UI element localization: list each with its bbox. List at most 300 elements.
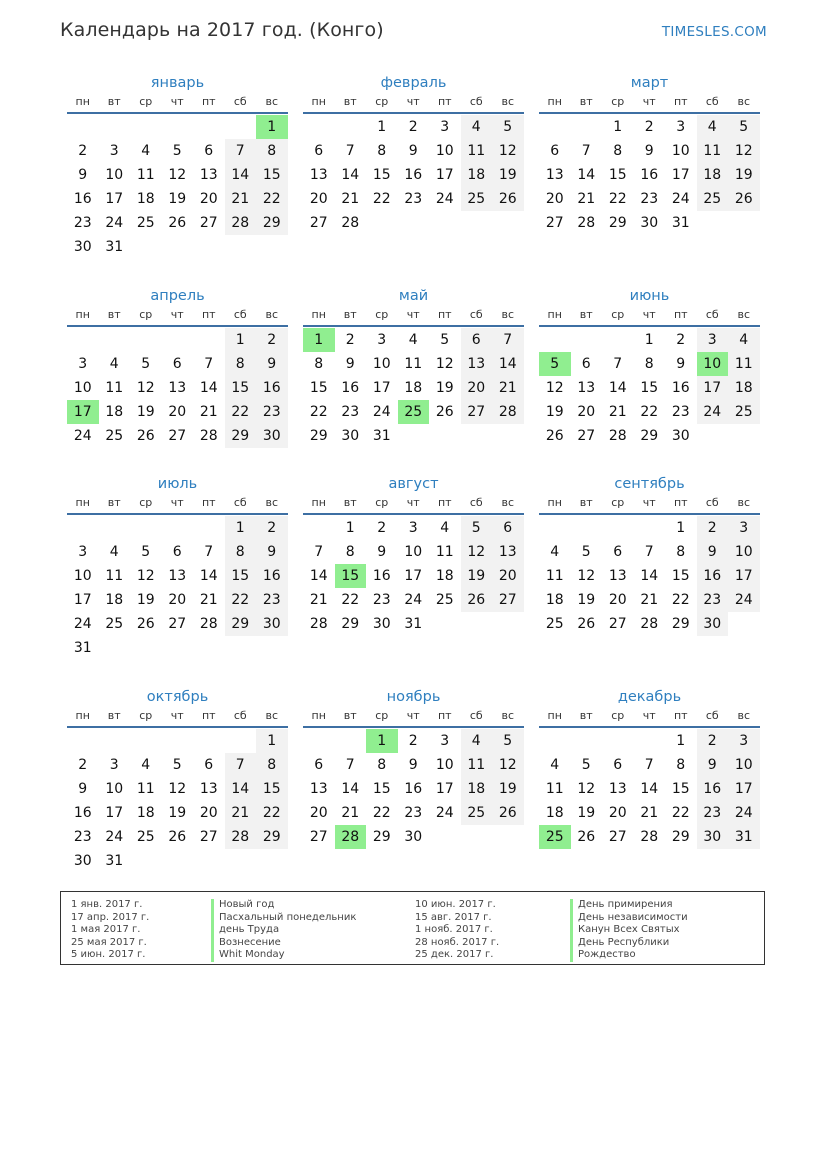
day-cell: 1 <box>613 119 623 135</box>
day-grid <box>539 729 760 849</box>
day-cell: 3 <box>728 729 760 753</box>
day-cell: 12 <box>168 167 187 183</box>
day-cell: 13 <box>608 568 627 584</box>
day-grid <box>303 328 524 448</box>
weekday-label: пт <box>437 709 452 722</box>
day-cell: 5 <box>581 544 591 560</box>
holiday-day-cell: 17 <box>67 400 99 424</box>
weekday-label: пт <box>673 95 688 108</box>
weekday-header <box>303 495 524 513</box>
day-cell: 12 <box>136 568 155 584</box>
day-cell: 1 <box>225 328 257 352</box>
day-cell: 3 <box>440 733 450 749</box>
day-cell: 11 <box>461 753 493 777</box>
empty-cell <box>193 328 225 352</box>
day-cell: 4 <box>408 332 418 348</box>
day-cell: 26 <box>492 187 524 211</box>
day-cell: 15 <box>225 376 257 400</box>
day-cell: 24 <box>105 829 124 845</box>
weekday-label: чт <box>406 709 420 722</box>
weekday-label: чт <box>642 308 656 321</box>
legend-date: 25 мая 2017 г. <box>71 936 147 948</box>
weekday-label: вт <box>343 496 357 509</box>
day-cell: 2 <box>408 733 418 749</box>
holiday-day-cell: 15 <box>335 564 367 588</box>
day-cell: 14 <box>341 167 360 183</box>
month-divider <box>67 112 288 114</box>
empty-cell <box>602 516 634 540</box>
legend-date: 28 нояб. 2017 г. <box>415 936 500 948</box>
day-cell: 13 <box>168 568 187 584</box>
day-cell: 27 <box>199 215 218 231</box>
day-cell: 27 <box>608 829 627 845</box>
day-cell: 12 <box>168 781 187 797</box>
empty-cell <box>193 115 225 139</box>
month-divider <box>67 726 288 728</box>
legend-date: 5 июн. 2017 г. <box>71 949 146 960</box>
weekday-label: чт <box>170 709 184 722</box>
day-cell: 15 <box>671 568 690 584</box>
weekday-label: сб <box>469 496 483 509</box>
month-divider <box>539 726 760 728</box>
day-cell: 4 <box>728 328 760 352</box>
day-cell: 16 <box>341 380 360 396</box>
weekday-label: вс <box>501 496 515 509</box>
weekday-header <box>303 307 524 325</box>
day-cell: 2 <box>78 143 88 159</box>
empty-cell <box>67 328 99 352</box>
day-cell: 30 <box>73 239 92 255</box>
legend-holiday: Канун Всех Святых <box>570 924 688 937</box>
legend-date: 25 дек. 2017 г. <box>415 949 494 960</box>
day-cell: 9 <box>256 352 288 376</box>
day-cell: 23 <box>697 801 729 825</box>
weekday-label: ср <box>375 709 389 722</box>
weekday-label: вт <box>343 95 357 108</box>
day-cell: 1 <box>676 520 686 536</box>
day-cell: 16 <box>671 380 690 396</box>
day-cell: 21 <box>492 376 524 400</box>
day-cell: 31 <box>728 825 760 849</box>
day-cell: 24 <box>435 805 454 821</box>
day-cell: 19 <box>577 592 596 608</box>
day-cell: 19 <box>492 777 524 801</box>
day-cell: 31 <box>404 616 423 632</box>
day-cell: 2 <box>697 729 729 753</box>
legend-right-dates <box>415 899 499 962</box>
day-cell: 12 <box>136 380 155 396</box>
day-cell: 22 <box>341 592 360 608</box>
day-cell: 13 <box>608 781 627 797</box>
weekday-label: ср <box>611 496 625 509</box>
day-cell: 6 <box>550 143 560 159</box>
day-cell: 8 <box>377 143 387 159</box>
day-cell: 4 <box>109 544 119 560</box>
day-cell: 31 <box>671 215 690 231</box>
day-cell: 9 <box>408 143 418 159</box>
day-cell: 27 <box>309 215 328 231</box>
empty-cell <box>67 516 99 540</box>
day-cell: 29 <box>256 825 288 849</box>
day-cell: 10 <box>435 757 454 773</box>
empty-cell <box>162 516 194 540</box>
day-cell: 2 <box>644 119 654 135</box>
day-cell: 28 <box>225 211 257 235</box>
day-cell: 25 <box>136 215 155 231</box>
day-cell: 8 <box>676 757 686 773</box>
day-cell: 17 <box>671 167 690 183</box>
day-cell: 17 <box>728 777 760 801</box>
weekday-label: сб <box>233 709 247 722</box>
day-cell: 4 <box>550 757 560 773</box>
day-cell: 19 <box>435 380 454 396</box>
day-cell: 15 <box>225 564 257 588</box>
day-cell: 5 <box>141 544 151 560</box>
day-cell: 18 <box>404 380 423 396</box>
day-cell: 5 <box>728 115 760 139</box>
month-block <box>67 473 288 660</box>
day-cell: 5 <box>581 757 591 773</box>
day-cell: 18 <box>105 592 124 608</box>
legend-holiday: Рождество <box>570 949 688 962</box>
day-cell: 11 <box>404 356 423 372</box>
weekday-label: пт <box>201 95 216 108</box>
day-cell: 29 <box>225 424 257 448</box>
day-cell: 26 <box>577 829 596 845</box>
empty-cell <box>99 516 131 540</box>
day-cell: 22 <box>372 805 391 821</box>
day-cell: 16 <box>73 805 92 821</box>
weekday-label: пт <box>437 95 452 108</box>
day-cell: 25 <box>545 616 564 632</box>
weekday-label: вс <box>265 308 279 321</box>
day-cell: 23 <box>73 215 92 231</box>
day-cell: 8 <box>314 356 324 372</box>
weekday-header <box>303 94 524 112</box>
weekday-label: вт <box>107 709 121 722</box>
day-cell: 3 <box>697 328 729 352</box>
month-block <box>539 285 760 448</box>
day-cell: 16 <box>256 376 288 400</box>
day-cell: 3 <box>408 520 418 536</box>
day-cell: 15 <box>608 167 627 183</box>
day-cell: 9 <box>78 167 88 183</box>
weekday-label: пт <box>437 496 452 509</box>
empty-cell <box>162 115 194 139</box>
day-cell: 22 <box>608 191 627 207</box>
day-cell: 20 <box>168 592 187 608</box>
day-cell: 27 <box>608 616 627 632</box>
month-name: май <box>398 288 429 304</box>
day-cell: 2 <box>697 516 729 540</box>
day-cell: 6 <box>581 356 591 372</box>
day-cell: 13 <box>309 167 328 183</box>
day-cell: 10 <box>73 380 92 396</box>
weekday-label: сб <box>705 709 719 722</box>
weekday-label: вс <box>737 308 751 321</box>
weekday-label: сб <box>233 308 247 321</box>
weekday-header <box>539 495 760 513</box>
day-cell: 20 <box>608 805 627 821</box>
weekday-label: пн <box>311 496 326 509</box>
day-cell: 21 <box>199 404 218 420</box>
weekday-label: пн <box>311 709 326 722</box>
empty-cell <box>99 328 131 352</box>
legend-holiday: Новый год <box>211 899 356 912</box>
day-cell: 20 <box>199 805 218 821</box>
month-block <box>303 72 524 235</box>
weekday-label: сб <box>469 95 483 108</box>
empty-cell <box>571 516 603 540</box>
month-name: апрель <box>150 288 205 304</box>
site-link[interactable]: TIMESLES.COM <box>661 24 767 40</box>
day-cell: 12 <box>492 139 524 163</box>
empty-cell <box>571 729 603 753</box>
day-cell: 2 <box>256 328 288 352</box>
day-cell: 10 <box>671 143 690 159</box>
weekday-label: пт <box>673 709 688 722</box>
day-cell: 7 <box>225 139 257 163</box>
day-grid <box>539 328 760 448</box>
weekday-header <box>539 94 760 112</box>
day-cell: 6 <box>204 757 214 773</box>
empty-cell <box>539 328 571 352</box>
empty-cell <box>162 328 194 352</box>
day-cell: 17 <box>435 781 454 797</box>
holiday-day-cell: 28 <box>335 825 367 849</box>
day-cell: 19 <box>577 805 596 821</box>
day-cell: 29 <box>225 612 257 636</box>
weekday-label: вт <box>107 95 121 108</box>
day-cell: 30 <box>372 616 391 632</box>
weekday-label: вс <box>265 496 279 509</box>
weekday-label: вс <box>737 709 751 722</box>
day-cell: 11 <box>545 781 564 797</box>
holiday-day-cell: 1 <box>256 115 288 139</box>
day-cell: 30 <box>256 424 288 448</box>
empty-cell <box>225 115 257 139</box>
month-block <box>303 473 524 636</box>
weekday-label: чт <box>406 95 420 108</box>
holiday-day-cell: 10 <box>697 352 729 376</box>
day-cell: 30 <box>404 829 423 845</box>
day-cell: 4 <box>109 356 119 372</box>
day-cell: 21 <box>341 805 360 821</box>
weekday-label: ср <box>139 709 153 722</box>
weekday-label: чт <box>642 709 656 722</box>
day-cell: 23 <box>256 588 288 612</box>
day-cell: 12 <box>728 139 760 163</box>
day-cell: 28 <box>608 428 627 444</box>
day-cell: 23 <box>640 191 659 207</box>
day-cell: 8 <box>676 544 686 560</box>
day-cell: 11 <box>697 139 729 163</box>
day-cell: 14 <box>199 568 218 584</box>
day-cell: 9 <box>644 143 654 159</box>
day-cell: 28 <box>640 829 659 845</box>
empty-cell <box>539 729 571 753</box>
day-cell: 8 <box>225 540 257 564</box>
day-cell: 6 <box>613 544 623 560</box>
empty-cell <box>303 115 335 139</box>
weekday-header <box>67 94 288 112</box>
weekday-header <box>303 708 524 726</box>
day-cell: 3 <box>109 143 119 159</box>
day-cell: 21 <box>199 592 218 608</box>
day-cell: 11 <box>136 167 155 183</box>
weekday-label: пт <box>673 308 688 321</box>
day-cell: 23 <box>372 592 391 608</box>
day-cell: 14 <box>199 380 218 396</box>
day-cell: 5 <box>172 757 182 773</box>
day-cell: 24 <box>728 801 760 825</box>
day-cell: 29 <box>671 829 690 845</box>
day-cell: 28 <box>640 616 659 632</box>
day-cell: 26 <box>136 428 155 444</box>
day-cell: 16 <box>372 568 391 584</box>
day-cell: 20 <box>309 191 328 207</box>
day-cell: 20 <box>608 592 627 608</box>
weekday-label: ср <box>139 308 153 321</box>
day-cell: 13 <box>545 167 564 183</box>
day-cell: 18 <box>728 376 760 400</box>
day-cell: 2 <box>256 516 288 540</box>
day-cell: 27 <box>199 829 218 845</box>
day-cell: 30 <box>640 215 659 231</box>
day-cell: 26 <box>545 428 564 444</box>
legend-date: 17 апр. 2017 г. <box>71 911 150 923</box>
empty-cell <box>634 516 666 540</box>
day-cell: 16 <box>404 781 423 797</box>
day-cell: 24 <box>73 428 92 444</box>
day-cell: 7 <box>204 544 214 560</box>
day-cell: 10 <box>105 167 124 183</box>
empty-cell <box>602 729 634 753</box>
day-cell: 17 <box>697 376 729 400</box>
day-grid <box>539 516 760 636</box>
legend-left-dates <box>71 899 149 962</box>
day-cell: 18 <box>545 805 564 821</box>
day-cell: 13 <box>461 352 493 376</box>
day-cell: 21 <box>640 805 659 821</box>
holiday-day-cell: 1 <box>366 729 398 753</box>
day-cell: 26 <box>728 187 760 211</box>
day-cell: 7 <box>613 356 623 372</box>
month-block <box>539 686 760 849</box>
empty-cell <box>67 729 99 753</box>
day-cell: 19 <box>728 163 760 187</box>
day-cell: 1 <box>377 119 387 135</box>
legend-right-names <box>570 899 688 962</box>
day-cell: 7 <box>644 757 654 773</box>
day-cell: 29 <box>256 211 288 235</box>
empty-cell <box>162 729 194 753</box>
day-cell: 4 <box>461 115 493 139</box>
day-cell: 11 <box>105 380 124 396</box>
month-block <box>539 473 760 636</box>
day-cell: 16 <box>73 191 92 207</box>
weekday-label: вс <box>737 496 751 509</box>
day-cell: 10 <box>105 781 124 797</box>
day-grid <box>303 729 524 849</box>
day-cell: 9 <box>697 753 729 777</box>
weekday-label: ср <box>611 709 625 722</box>
day-cell: 3 <box>440 119 450 135</box>
day-cell: 9 <box>377 544 387 560</box>
day-cell: 18 <box>105 404 124 420</box>
day-cell: 11 <box>728 352 760 376</box>
day-cell: 24 <box>105 215 124 231</box>
day-cell: 26 <box>435 404 454 420</box>
weekday-label: чт <box>642 496 656 509</box>
day-cell: 29 <box>309 428 328 444</box>
day-cell: 27 <box>461 400 493 424</box>
empty-cell <box>67 115 99 139</box>
day-cell: 10 <box>372 356 391 372</box>
day-cell: 30 <box>341 428 360 444</box>
weekday-label: вс <box>265 709 279 722</box>
day-cell: 4 <box>550 544 560 560</box>
day-cell: 8 <box>377 757 387 773</box>
empty-cell <box>335 115 367 139</box>
day-cell: 29 <box>608 215 627 231</box>
day-cell: 6 <box>172 544 182 560</box>
day-cell: 30 <box>697 825 729 849</box>
empty-cell <box>303 729 335 753</box>
day-cell: 15 <box>640 380 659 396</box>
day-cell: 24 <box>697 400 729 424</box>
month-divider <box>539 325 760 327</box>
day-cell: 12 <box>577 781 596 797</box>
legend-holiday: Whit Monday <box>211 949 356 962</box>
weekday-label: сб <box>469 308 483 321</box>
empty-cell <box>335 729 367 753</box>
day-cell: 15 <box>671 781 690 797</box>
day-cell: 25 <box>461 801 493 825</box>
legend-holiday: день Труда <box>211 924 356 937</box>
month-name: декабрь <box>617 689 682 705</box>
weekday-label: вс <box>265 95 279 108</box>
weekday-label: вт <box>579 709 593 722</box>
weekday-label: пт <box>201 308 216 321</box>
day-cell: 25 <box>105 428 124 444</box>
day-cell: 10 <box>728 753 760 777</box>
day-cell: 19 <box>136 404 155 420</box>
day-cell: 16 <box>697 777 729 801</box>
weekday-label: чт <box>170 308 184 321</box>
month-block <box>539 72 760 235</box>
day-cell: 8 <box>225 352 257 376</box>
day-cell: 14 <box>640 781 659 797</box>
day-cell: 31 <box>105 239 124 255</box>
day-cell: 20 <box>577 404 596 420</box>
weekday-label: пн <box>311 308 326 321</box>
day-cell: 16 <box>256 564 288 588</box>
day-cell: 27 <box>492 588 524 612</box>
weekday-label: пт <box>201 709 216 722</box>
day-cell: 30 <box>73 853 92 869</box>
day-cell: 20 <box>199 191 218 207</box>
day-cell: 14 <box>640 568 659 584</box>
day-cell: 1 <box>256 729 288 753</box>
day-cell: 3 <box>78 544 88 560</box>
day-cell: 28 <box>341 215 360 231</box>
weekday-header <box>67 495 288 513</box>
day-cell: 8 <box>644 356 654 372</box>
weekday-label: чт <box>406 308 420 321</box>
day-cell: 19 <box>168 191 187 207</box>
legend-date: 10 июн. 2017 г. <box>415 899 496 910</box>
